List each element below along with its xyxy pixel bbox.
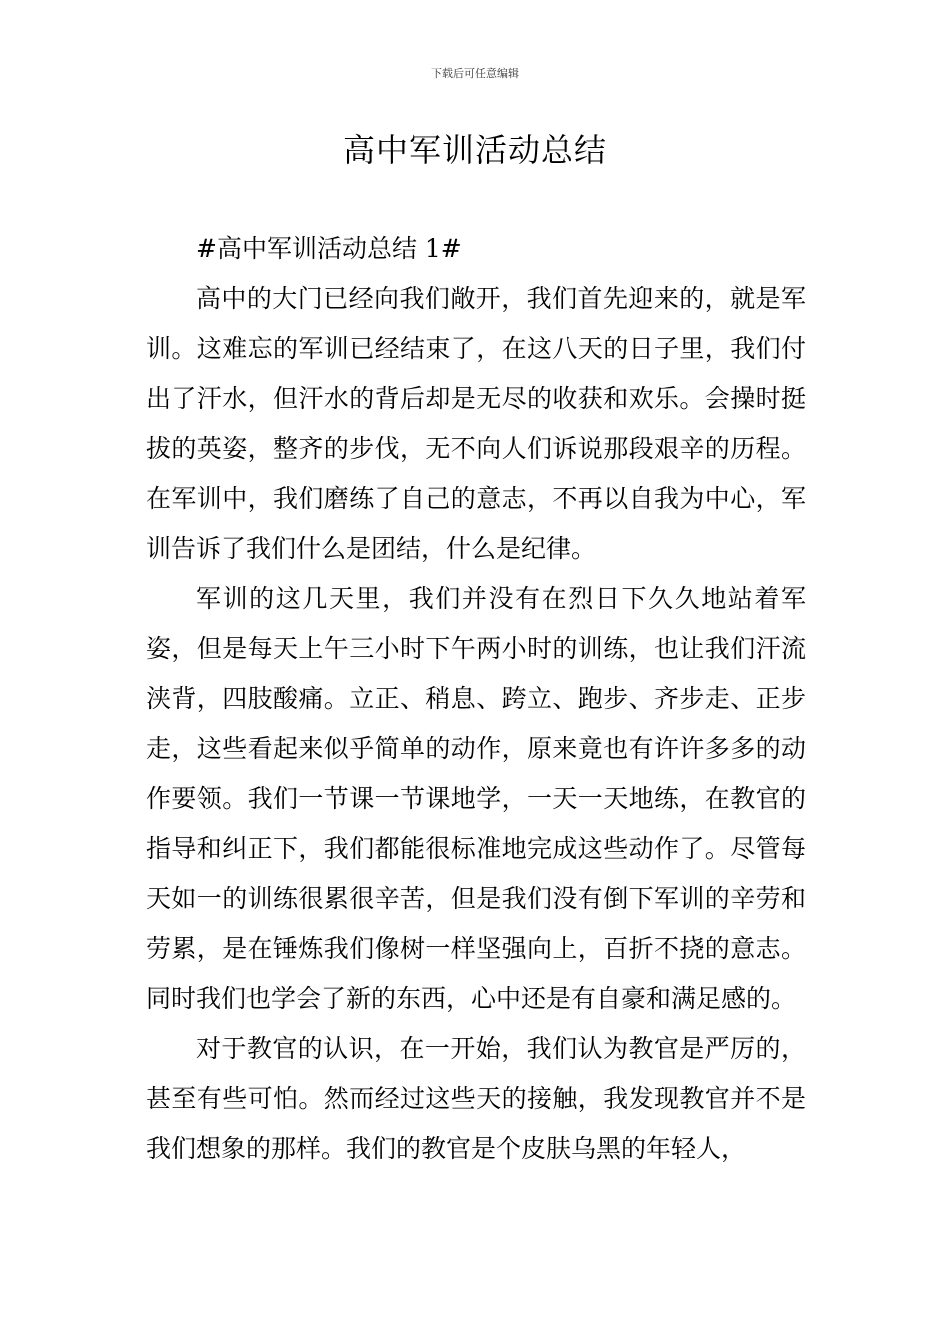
paragraph-2: 军训的这几天里，我们并没有在烈日下久久地站着军姿，但是每天上午三小时下午两小时的训练，也让我们汗流浃背，四肢酸痛。立正、稍息、跨立、跑步、齐步走、正步走，这些看起来似乎简单的动作，原来竟也有许许多多的动作要领。我们一节课一节课地学，一天一天地练，在教官的指导和纠正下，我们都能很标准地完成这些动作了。尽管每天如一的训练很累很辛苦，但是我们没有倒下军训的辛劳和劳累，是在锤炼我们像树一样坚强向上，百折不挠的意志。同时我们也学会了新的东西，心中还是有自豪和满足感的。 [146,584,806,1013]
paragraph-1: 高中的大门已经向我们敞开，我们首先迎来的，就是军训。这难忘的军训已经结束了，在这八天的日子里，我们付出了汗水，但汗水的背后却是无尽的收获和欢乐。会操时挺拔的英姿，整齐的步伐，无不向人们诉说那段艰辛的历程。在军训中，我们磨练了自己的意志，不再以自我为中心，军训告诉了我们什么是团结，什么是纪律。 [146,284,806,563]
section-heading: #高中军训活动总结 1# [196,234,462,263]
header-note: 下载后可任意编辑 [431,67,519,80]
document-title: 高中军训活动总结 [342,131,607,169]
paragraph-3: 对于教官的认识，在一开始，我们认为教官是严厉的，甚至有些可怕。然而经过这些天的接触，我发现教官并不是我们想象的那样。我们的教官是个皮肤乌黑的年轻人， [146,1034,806,1163]
document-body [146,224,806,1174]
